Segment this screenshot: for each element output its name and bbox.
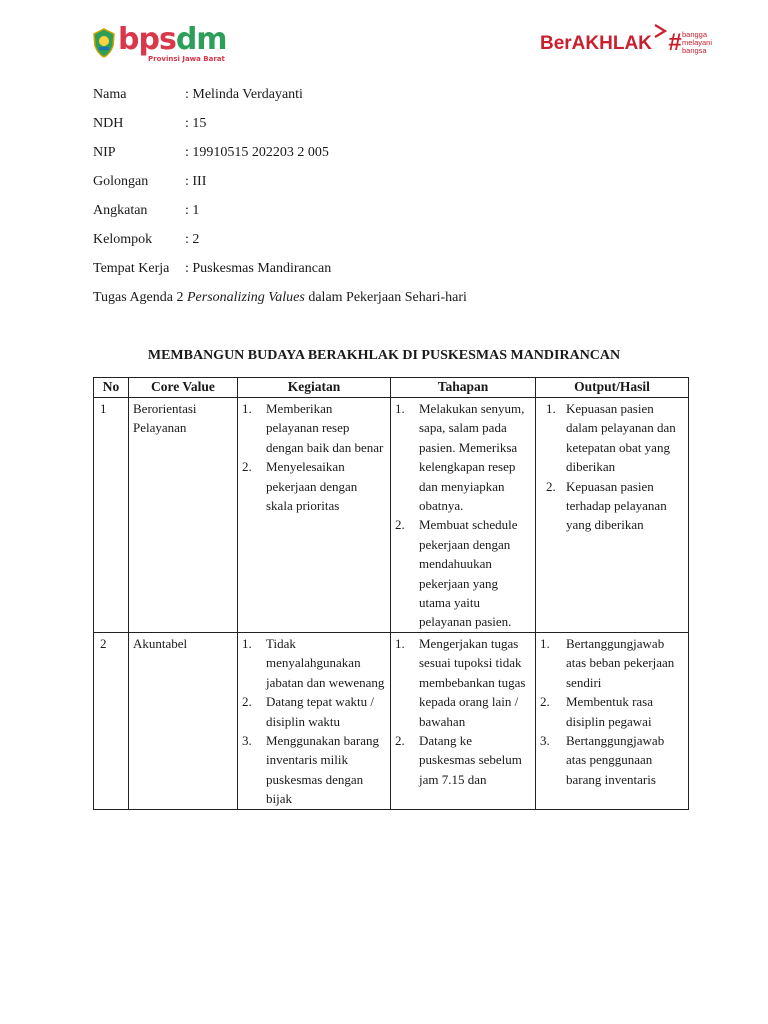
kegiatan-cell <box>238 398 391 633</box>
list-item: 1. Kepuasan pasien dalam pelayanan dan ketepatan obat yang diberikan <box>546 401 676 475</box>
column-header: Tahapan <box>391 378 536 398</box>
identity-label: Tempat Kerja <box>93 261 170 276</box>
row-number: 2 <box>94 632 129 809</box>
list-item: 3. Menggunakan barang inventaris milik puskesmas dengan bijak <box>242 732 379 807</box>
identity-value: : 2 <box>185 232 200 247</box>
task-italic: Personalizing Values <box>187 290 305 305</box>
berakhlak-tagline: bangga melayani bangsa <box>682 30 713 55</box>
bpsdm-logo <box>92 22 227 68</box>
column-header: Kegiatan <box>238 378 391 398</box>
table-row <box>94 632 689 809</box>
list-item: 2. Membentuk rasa disiplin pegawai <box>540 694 654 729</box>
chevron-accent-icon <box>653 24 667 38</box>
identity-value: : III <box>185 174 207 189</box>
identity-value: : Melinda Verdayanti <box>185 87 303 102</box>
document-heading: MEMBANGUN BUDAYA BERAKHLAK DI PUSKESMAS MANDIRANCAN <box>147 348 621 363</box>
list-item: 2. Membuat schedule pekerjaan dengan mendahuukan pekerjaan yang utama yaitu pelayanan pasien. <box>395 517 518 630</box>
tahapan-cell <box>391 632 536 809</box>
bpsdm-subtitle: Provinsi Jawa Barat <box>148 55 225 63</box>
identity-value: : 19910515 202203 2 005 <box>185 145 329 160</box>
identity-label: Golongan <box>93 174 149 189</box>
hashtag-icon: # <box>668 29 682 56</box>
list-item: 2. Menyelesaikan pekerjaan dengan skala prioritas <box>242 459 358 514</box>
identity-label: Angkatan <box>93 203 148 218</box>
list-item: 1. Tidak menyalahgunakan jabatan dan wewenang <box>242 635 385 690</box>
tahapan-cell <box>391 398 536 633</box>
list-item: 3. Bertanggungjawab atas penggunaan barang inventaris <box>540 732 665 787</box>
berakhlak-table <box>93 377 689 810</box>
identity-label: Kelompok <box>93 232 153 247</box>
output-cell <box>536 632 689 809</box>
bpsdm-wordmark: bpsdm <box>118 22 227 57</box>
identity-value: : 15 <box>185 116 207 131</box>
identity-label: NDH <box>93 116 124 131</box>
task-line: Tugas Agenda 2 Personalizing Values dalam Pekerjaan Sehari-hari <box>93 290 467 305</box>
list-item: 1. Bertanggungjawab atas beban pekerjaan sendiri <box>540 635 675 690</box>
kegiatan-cell <box>238 632 391 809</box>
berakhlak-wordmark: BerAKHLAK <box>540 33 652 54</box>
list-item: 2. Kepuasan pasien terhadap pelayanan yang diberikan <box>546 478 667 533</box>
table-header-row <box>94 378 689 398</box>
west-java-emblem-icon <box>92 28 116 58</box>
output-cell <box>536 398 689 633</box>
row-number: 1 <box>94 398 129 633</box>
column-header: Output/Hasil <box>536 378 689 398</box>
table-row <box>94 398 689 633</box>
list-item: 1. Mengerjakan tugas sesuai tupoksi tidak membebankan tugas kepada orang lain / bawahan <box>395 635 526 729</box>
list-item: 1. Melakukan senyum, sapa, salam pada pasien. Memeriksa kelengkapan resep dan menyiapkan obatnya. <box>395 401 525 514</box>
identity-value: : Puskesmas Mandirancan <box>185 261 332 276</box>
list-item: 1. Memberikan pelayanan resep dengan baik dan benar <box>242 401 384 455</box>
berakhlak-logo <box>540 22 725 62</box>
identity-label: Nama <box>93 87 127 102</box>
column-header: No <box>94 378 129 398</box>
list-item: 2. Datang tepat waktu / disiplin waktu <box>242 694 374 729</box>
identity-label: NIP <box>93 145 116 160</box>
identity-value: : 1 <box>185 203 200 218</box>
column-header: Core Value <box>129 378 238 398</box>
core-value-cell: Berorientasi Pelayanan <box>129 398 238 633</box>
core-value-cell: Akuntabel <box>129 632 238 809</box>
list-item: 2. Datang ke puskesmas sebelum jam 7.15 dan <box>395 732 522 787</box>
